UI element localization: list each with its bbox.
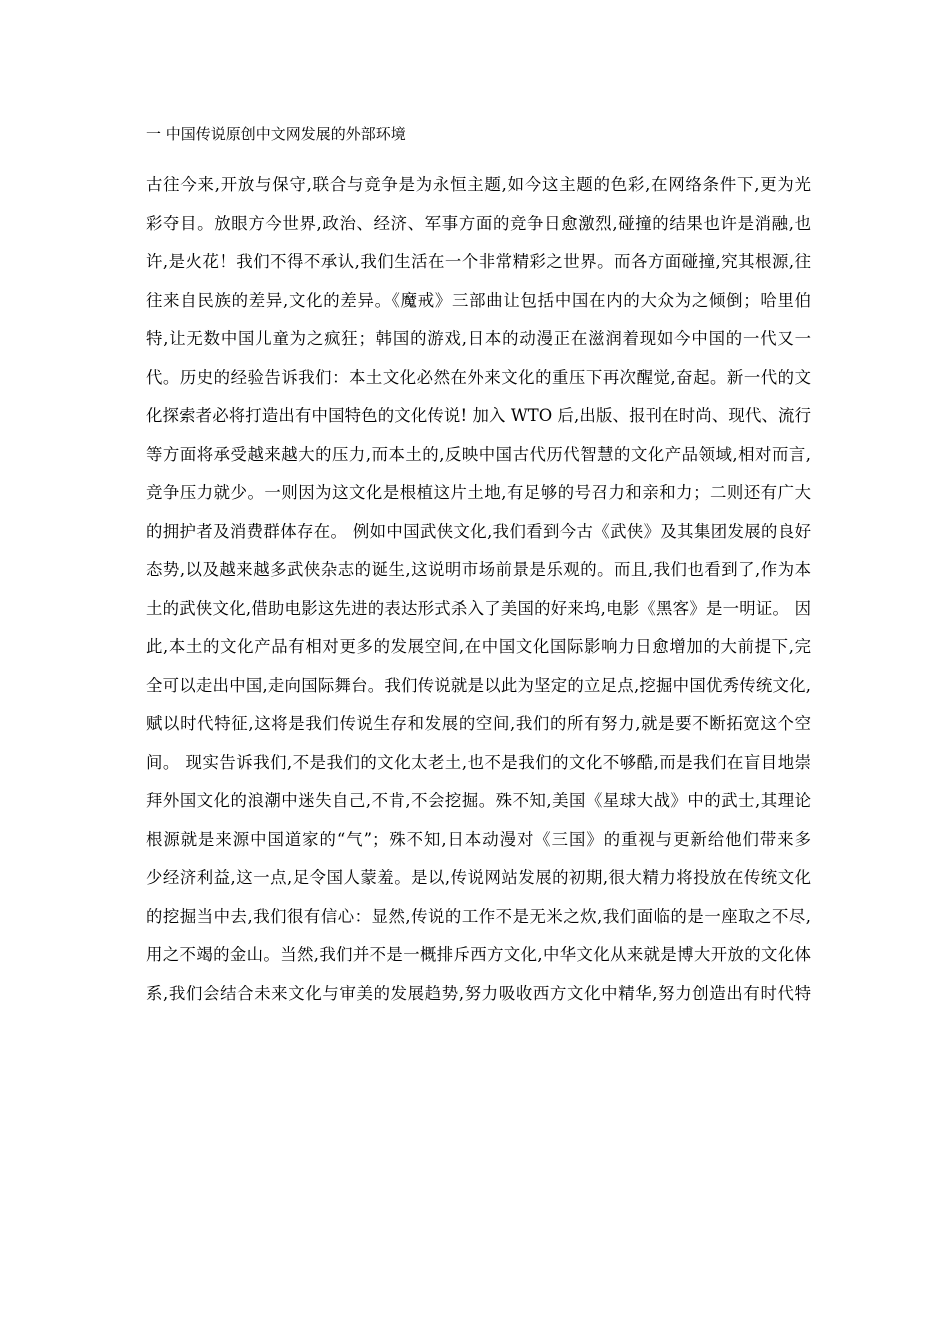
text-line: 用之不竭的金山。当然,我们并不是一概排斥西方文化,中华文化从来就是博大开放的文化体 <box>146 945 811 964</box>
text-line: 古往今来,开放与保守,联合与竞争是为永恒主题,如今这主题的色彩,在网络条件下,更为光 <box>146 175 811 194</box>
text-line: 往来自民族的差异,文化的差异。《魔戒》三部曲让包括中国在内的大众为之倾倒；哈里伯 <box>146 290 811 310</box>
text-line: 等方面将承受越来越大的压力,而本土的,反映中国古代历代智慧的文化产品领域,相对而言, <box>146 444 811 464</box>
section-heading: 一 中国传说原创中文网发展的外部环境 <box>146 125 406 143</box>
text-line: 土的武侠文化,借助电影这先进的表达形式杀入了美国的好来坞,电影《黑客》是一明证。 因 <box>146 598 811 618</box>
text-line: 拜外国文化的浪潮中迷失自己,不肯,不会挖掘。殊不知,美国《星球大战》中的武士,其理论 <box>146 791 811 810</box>
text-line: 彩夺目。放眼方今世界,政治、经济、军事方面的竞争日愈激烈,碰撞的结果也许是消融,也 <box>146 213 811 233</box>
text-line: 化探索者必将打造出有中国特色的文化传说! 加入 WTO 后,出版、报刊在时尚、现代、流行 <box>146 406 811 425</box>
text-line: 的拥护者及消费群体存在。 例如中国武侠文化,我们看到今古《武侠》及其集团发展的良好 <box>146 521 811 541</box>
text-line: 许,是火花！我们不得不承认,我们生活在一个非常精彩之世界。而各方面碰撞,究其根源,往 <box>146 252 811 271</box>
text-line: 此,本土的文化产品有相对更多的发展空间,在中国文化国际影响力日愈增加的大前提下,完 <box>146 637 811 656</box>
body-text <box>146 171 811 1018</box>
text-line: 的挖掘当中去,我们很有信心：显然,传说的工作不是无米之炊,我们面临的是一座取之不尽, <box>146 906 811 926</box>
text-line: 竞争压力就少。一则因为这文化是根植这片土地,有足够的号召力和亲和力；二则还有广大 <box>146 483 811 502</box>
text-line: 全可以走出中国,走向国际舞台。我们传说就是以此为坚定的立足点,挖掘中国优秀传统文化, <box>146 675 811 695</box>
text-line: 根源就是来源中国道家的“气”；殊不知,日本动漫对《三国》的重视与更新给他们带来多 <box>146 829 811 849</box>
text-line: 赋以时代特征,这将是我们传说生存和发展的空间,我们的所有努力,就是要不断拓宽这个空 <box>146 714 811 733</box>
text-line: 代。历史的经验告诉我们：本土文化必然在外来文化的重压下再次醒觉,奋起。新一代的文 <box>146 367 811 387</box>
text-line: 态势,以及越来越多武侠杂志的诞生,这说明市场前景是乐观的。而且,我们也看到了,作为本 <box>146 560 811 579</box>
text-line: 特,让无数中国儿童为之疯狂；韩国的游戏,日本的动漫正在滋润着现如今中国的一代又一 <box>146 329 811 348</box>
text-line: 少经济利益,这一点,足令国人蒙羞。是以,传说网站发展的初期,很大精力将投放在传统文化 <box>146 868 811 887</box>
text-line: 间。 现实告诉我们,不是我们的文化太老土,也不是我们的文化不够酷,而是我们在盲目地崇 <box>146 752 811 772</box>
text-line: 系,我们会结合未来文化与审美的发展趋势,努力吸收西方文化中精华,努力创造出有时代特 <box>146 983 811 1003</box>
